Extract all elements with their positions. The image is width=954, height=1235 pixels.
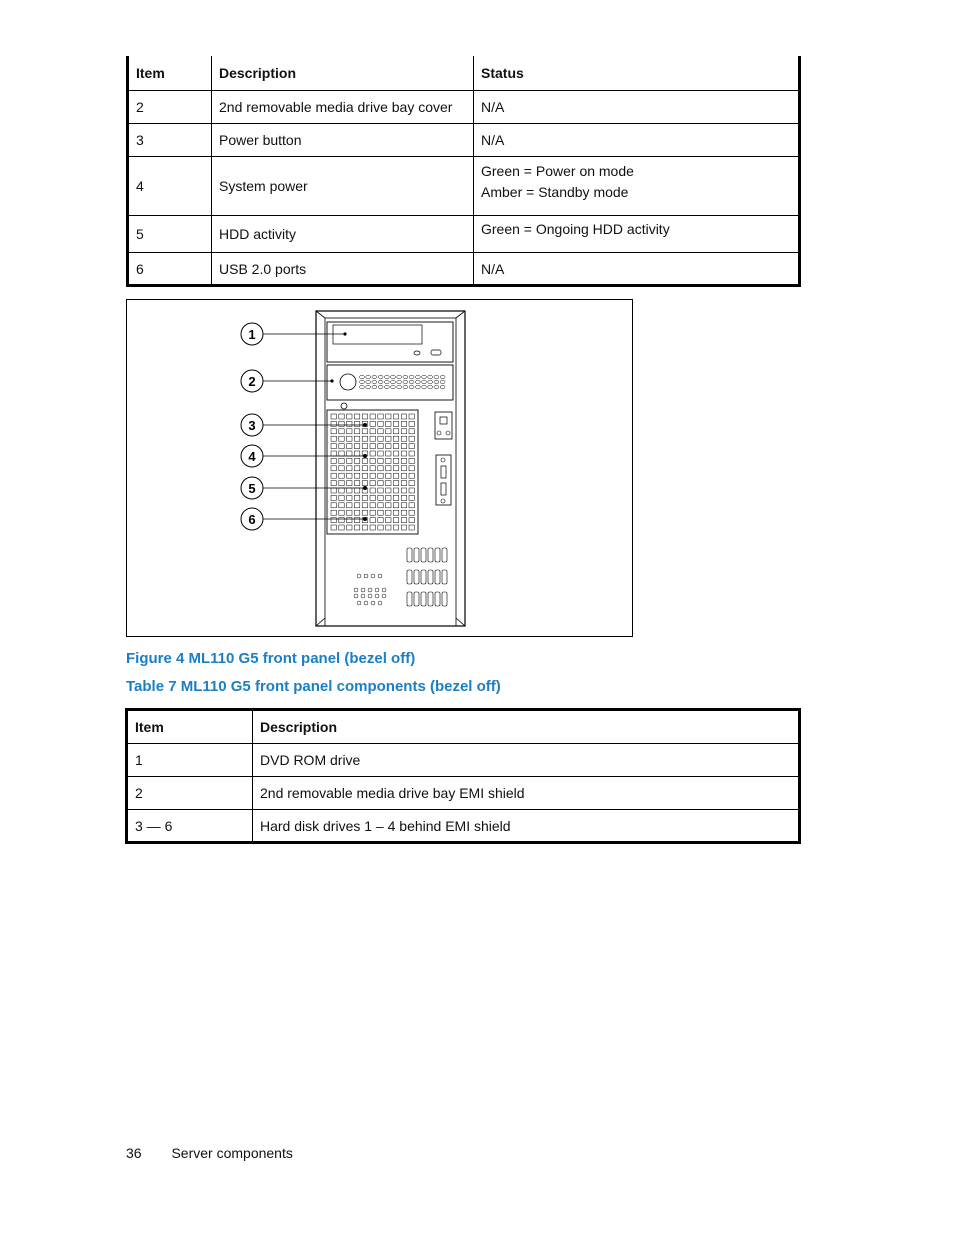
description-cell: Hard disk drives 1 – 4 behind EMI shield — [253, 810, 800, 843]
callout-4 — [241, 445, 263, 467]
description-cell: DVD ROM drive — [253, 744, 800, 777]
footer-section-title: Server components — [171, 1145, 293, 1161]
svg-text:4: 4 — [248, 449, 256, 464]
column-header-description: Description — [212, 56, 474, 91]
front-panel-components-table — [125, 708, 801, 844]
status-line: Green = Power on mode — [481, 163, 634, 179]
status-cell — [474, 157, 800, 216]
svg-text:2: 2 — [248, 374, 256, 389]
description-cell: Power button — [212, 124, 474, 157]
table-row — [128, 253, 800, 286]
column-header-item: Item — [127, 710, 253, 744]
table-row — [128, 157, 800, 216]
item-cell: 2 — [128, 91, 212, 124]
description-cell: 2nd removable media drive bay cover — [212, 91, 474, 124]
server-front-panel-illustration — [127, 300, 632, 636]
svg-text:6: 6 — [248, 512, 256, 527]
status-cell: Green = Ongoing HDD activity — [474, 216, 800, 253]
description-cell: 2nd removable media drive bay EMI shield — [253, 777, 800, 810]
item-cell: 3 — [128, 124, 212, 157]
status-line: Amber = Standby mode — [481, 184, 629, 200]
page-number: 36 — [126, 1145, 142, 1161]
description-cell: HDD activity — [212, 216, 474, 253]
table-row — [127, 777, 800, 810]
status-cell: N/A — [474, 253, 800, 286]
front-panel-leds-table — [126, 56, 801, 287]
column-header-description: Description — [253, 710, 800, 744]
svg-text:3: 3 — [248, 418, 256, 433]
item-cell: 1 — [127, 744, 253, 777]
description-cell: USB 2.0 ports — [212, 253, 474, 286]
table-caption: Table 7 ML110 G5 front panel components (bezel off) — [126, 678, 501, 695]
column-header-item: Item — [128, 56, 212, 91]
table-row — [127, 810, 800, 843]
item-cell: 5 — [128, 216, 212, 253]
item-cell: 3 — 6 — [127, 810, 253, 843]
table-row — [128, 124, 800, 157]
table-row — [128, 216, 800, 253]
table-row — [127, 744, 800, 777]
column-header-status: Status — [474, 56, 800, 91]
svg-text:1: 1 — [248, 327, 256, 342]
item-cell: 2 — [127, 777, 253, 810]
callout-2 — [241, 370, 263, 392]
callout-1 — [241, 323, 263, 345]
callout-6 — [241, 508, 263, 530]
svg-text:5: 5 — [248, 481, 256, 496]
callout-3 — [241, 414, 263, 436]
callout-5 — [241, 477, 263, 499]
page-footer — [126, 1145, 319, 1161]
table-row — [128, 91, 800, 124]
status-cell: N/A — [474, 124, 800, 157]
status-cell: N/A — [474, 91, 800, 124]
item-cell: 4 — [128, 157, 212, 216]
description-cell: System power — [212, 157, 474, 216]
figure-caption: Figure 4 ML110 G5 front panel (bezel off) — [126, 650, 416, 667]
front-panel-figure — [126, 299, 633, 637]
item-cell: 6 — [128, 253, 212, 286]
